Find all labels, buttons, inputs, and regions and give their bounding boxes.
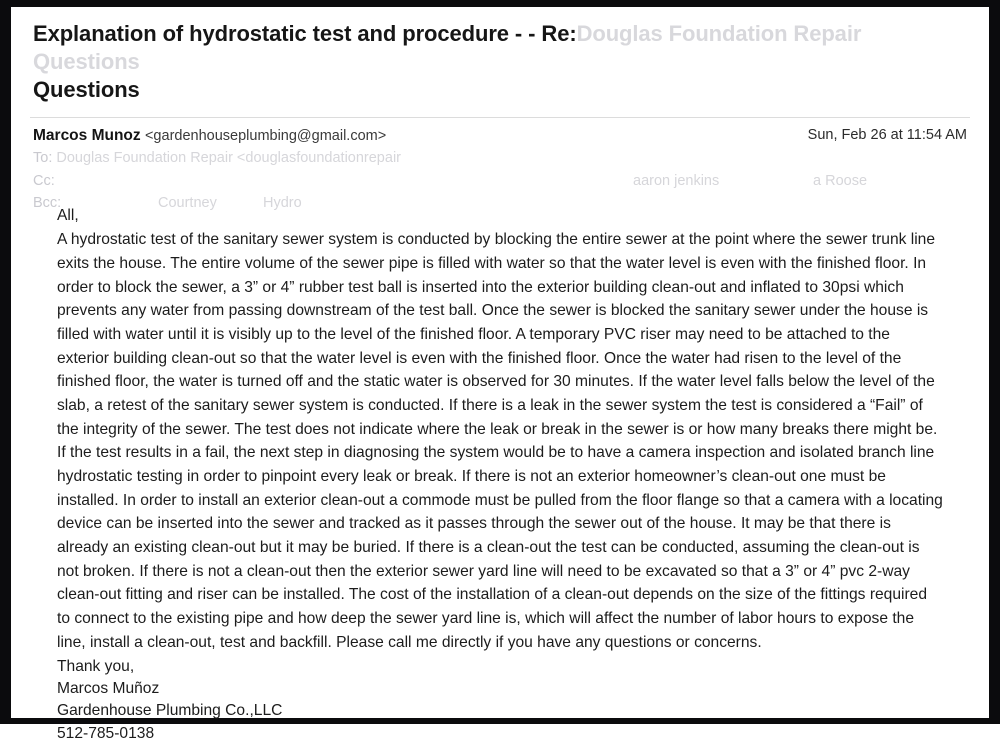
cc-label: Cc: (33, 172, 55, 189)
bcc-value-right: Hydro (263, 195, 302, 212)
email-date: Sun, Feb 26 at 11:54 AM (807, 127, 967, 144)
body-paragraph: A hydrostatic test of the sanitary sewer system is conducted by blocking the entire sewer at the point where the sewer trunk line exits the house. The entire volume of the sewer pipe is filled with water so that the water level is even with the finished floor. In order to block the sewer, a 3” or 4” rubber test ball is inserted into the exterior building clean-out and inflated to 30psi which prevents any water from passing downstream of the test ball. Once the sewer is blocked the sanitary sewer under the house is filled with water until it is visibly up to the level of the finished floor. A temporary PVC riser may need to be attached to the exterior building clean-out so that the water level is even with the finished floor. Once the water had risen to the level of the finished floor, the water is turned off and the static water is observed for 30 minutes. If the water level falls below the level of the slab, a retest of the sanitary sewer system is conducted. If there is a leak in the sewer system the test is considered a “Fail” of the integrity of the sewer. The test does not indicate where the leak or break in the sewer is or how many breaks there might be. If the test results in a fail, the next step in diagnosing the system would be to have a camera inspection and isolated branch line hydrostatic testing in order to pinpoint every leak or break. If there is not an exterior homeowner’s clean-out one must be installed. In order to install an exterior clean-out a commode must be pulled from the floor flange so that a camera with a locating device can be inserted into the sewer and tracked as it passes through the sewer out of the house. It may be that there is already an existing clean-out but it may be buried. If there is a clean-out the test can be conducted, assuming the clean-out is not broken. If there is not a clean-out then the exterior sewer yard line will need to be excavated so that a 3” or 4” pvc 2-way clean-out fitting and riser can be installed. The cost of the installation of a clean-out depends on the size of the fittings required to connect to the existing pipe and how deep the sewer yard line is, which will affect the number of labor hours to expose the line, install a clean-out, test and backfill. Please call me directly if you have any questions or concerns. (57, 231, 943, 651)
signature-name: Marcos Muñoz (57, 680, 160, 698)
email-content (11, 7, 989, 742)
recipient-cc-row[interactable] (33, 172, 967, 192)
to-label: To: (33, 150, 53, 167)
signature-phone: 512-785-0138 (57, 724, 155, 742)
to-value: Douglas Foundation Repair <douglasfoundationrepair (56, 150, 401, 167)
email-header (11, 118, 989, 212)
bcc-value-mid: Courtney (158, 195, 217, 212)
screen-edge-right (989, 0, 1000, 724)
screen-edge-top (0, 0, 1000, 7)
signature-company: Gardenhouse Plumbing Co.,LLC (57, 702, 283, 720)
bcc-label: Bcc: (33, 195, 62, 212)
recipient-to-row[interactable] (33, 149, 967, 169)
cc-value-mid: aaron jenkins (633, 172, 720, 189)
email-subject (11, 7, 989, 104)
subject-ghost-overlap: Douglas Foundation Repair Questions (33, 21, 862, 75)
recipient-bcc-row[interactable] (33, 194, 967, 214)
subject-line-1: Explanation of hydrostatic test and procedure - - Re: (33, 21, 577, 46)
body-greeting: All, (57, 207, 79, 225)
screen-edge-left (0, 0, 11, 724)
sender-name[interactable]: Marcos Munoz (33, 127, 141, 145)
sender-email[interactable]: <gardenhouseplumbing@gmail.com> (144, 128, 387, 145)
cc-value-right: a Roose (813, 172, 868, 189)
body-closing: Thank you, (57, 657, 135, 675)
subject-line-2: Questions (33, 77, 140, 103)
email-body (11, 194, 989, 744)
